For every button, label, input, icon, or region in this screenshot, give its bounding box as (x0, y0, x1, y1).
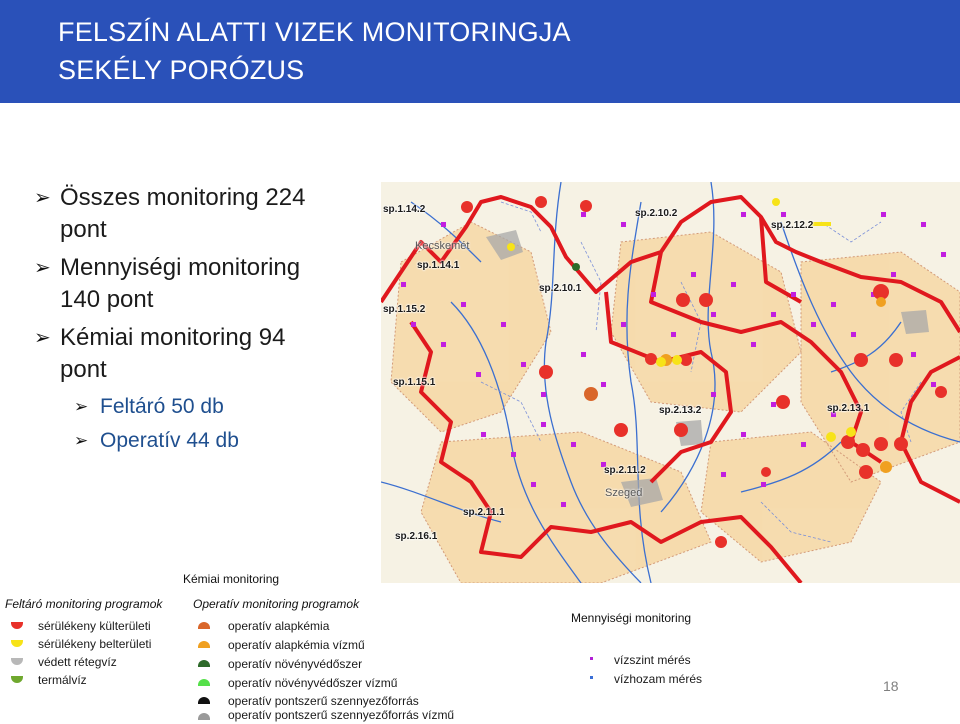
legend-swatch (198, 713, 210, 720)
bullet-list (34, 182, 374, 460)
legend-exploratory-title: Feltáró monitoring programok (5, 597, 163, 611)
slide-title-line-1: FELSZÍN ALATTI VIZEK MONITORINGJA (58, 17, 571, 47)
bullet-total: ➢ Összes monitoring 224 pont (34, 184, 306, 243)
legend-item: sérülékeny külterületi (38, 619, 151, 633)
label-sp-2-13-2: sp.2.13.2 (659, 405, 702, 416)
yellow-marker (811, 222, 831, 226)
legend-item: operatív növényvédőszer (228, 657, 363, 671)
legend-swatch (11, 640, 23, 647)
legend-swatch (590, 676, 593, 679)
label-sp-1-15-1: sp.1.15.1 (393, 377, 436, 388)
legend-chemical-title: Kémiai monitoring (183, 572, 280, 586)
legend-item: termálvíz (38, 673, 87, 687)
label-sp-2-10-1: sp.2.10.1 (539, 283, 582, 294)
label-sp-2-10-2: sp.2.10.2 (635, 208, 678, 219)
legend-quantity-title: Mennyiségi monitoring (571, 611, 692, 625)
label-sp-2-12-2: sp.2.12.2 (771, 220, 814, 231)
arrow-bullet-icon: ➢ (74, 431, 89, 450)
legend-item: vízhozam mérés (614, 672, 703, 686)
legend-item: operatív pontszerű szennyezőforrás vízmű (228, 708, 455, 722)
bullet-quantity: ➢ Mennyiségi monitoring 140 pont (34, 254, 301, 313)
legend-swatch (198, 679, 210, 686)
sub-bullet-operative: ➢ Operatív 44 db (74, 426, 374, 456)
legend-swatch (11, 658, 23, 665)
monitoring-map (381, 182, 960, 583)
label-sp-1-15-2: sp.1.15.2 (383, 304, 426, 315)
label-sp-1-14-2: sp.1.14.2 (383, 204, 426, 215)
legend-swatch (590, 657, 593, 660)
legend-item: védett rétegvíz (38, 655, 117, 669)
slide-header (0, 0, 960, 103)
legend-swatch (11, 676, 23, 683)
legend-item: operatív alapkémia (228, 619, 330, 633)
label-sp-2-11-2: sp.2.11.2 (604, 465, 646, 476)
legend-item: sérülékeny belterületi (38, 637, 152, 651)
arrow-bullet-icon: ➢ (74, 397, 89, 416)
zone-areas (391, 222, 960, 583)
slide-title-line-2: SEKÉLY PORÓZUS (58, 55, 305, 85)
label-sp-2-11-1: sp.2.11.1 (463, 507, 505, 518)
page-number: 18 (883, 678, 899, 694)
label-szeged: Szeged (605, 487, 643, 499)
arrow-bullet-icon: ➢ (34, 327, 51, 349)
label-kecskemet: Kecskemét (415, 240, 470, 252)
legend-swatch (198, 660, 210, 667)
legend-swatch (198, 622, 210, 629)
legend-swatch (198, 641, 210, 648)
legend-swatch (11, 622, 23, 629)
sub-bullet-exploratory: ➢ Feltáró 50 db (74, 392, 374, 422)
legend-item: operatív alapkémia vízmű (228, 638, 365, 652)
label-sp-2-16-1: sp.2.16.1 (395, 531, 438, 542)
bullet-chemical: ➢ Kémiai monitoring 94 pont (34, 324, 286, 383)
legend-item: vízszint mérés (614, 653, 691, 667)
legend-operative-title: Operatív monitoring programok (193, 597, 360, 611)
legend-swatch (198, 697, 210, 704)
legend-item: operatív növényvédőszer vízmű (228, 676, 398, 690)
label-sp-2-13-1: sp.2.13.1 (827, 403, 870, 414)
legend-item: operatív pontszerű szennyezőforrás (228, 694, 419, 708)
label-sp-1-14-1: sp.1.14.1 (417, 260, 460, 271)
arrow-bullet-icon: ➢ (34, 187, 51, 209)
arrow-bullet-icon: ➢ (34, 257, 51, 279)
